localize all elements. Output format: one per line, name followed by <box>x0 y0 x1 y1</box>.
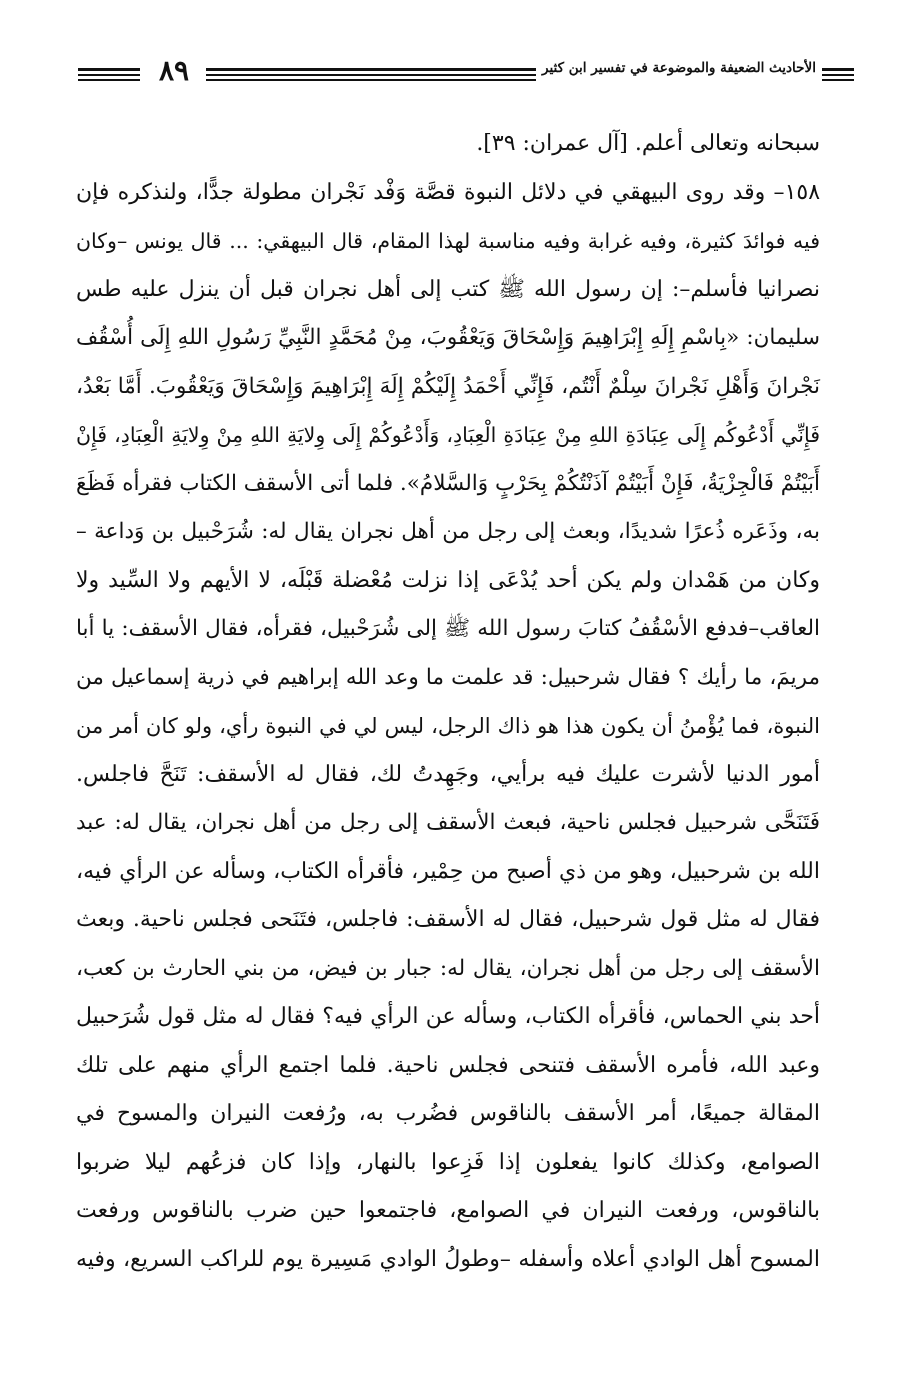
text-line: النبوة، فما يُؤْمنُ أن يكون هذا هو ذاك الرجل، ليس لي في النبوة رأي، ولو كان أمر من <box>76 714 820 738</box>
text-line: العاقب–فدفع الأسْقُفُ كتابَ رسول الله ﷺ إلى شُرَحْبيل، فقرأه، فقال الأسقف: يا أبا <box>76 616 820 641</box>
text-line: أحد بني الحماس، فأقرأه الكتاب، وسأله عن الرأي فيه؟ فقال له مثل قول شُرَحبيل <box>76 1004 820 1029</box>
text-line: فقال له مثل قول شرحبيل، فقال له الأسقف: فاجلس، فتَنَحى فجلس ناحية. وبعث <box>76 907 820 932</box>
text-line: المسوح أهل الوادي أعلاه وأسفله –وطولُ الوادي مَسِيرة يوم للراكب السريع، وفيه <box>76 1246 820 1272</box>
header-rule-right <box>822 68 854 84</box>
text-line: فيه فوائدَ كثيرة، وفيه غرابة وفيه مناسبة لهذا المقام، قال البيهقي: ... قال يونس –وكان <box>76 229 820 253</box>
text-line: نَجْرانَ وَأَهْلِ نَجْرانَ سِلْمٌ أَنْتُم، فَإِنِّي أَحْمَدُ إِلَيْكُمْ إِلَهَ إِبْرَاهِيمَ وَإِسْحَاقَ وَيَعْقُوبَ. أَمَّا بَعْدُ، <box>76 373 820 399</box>
text-line: به، وذَعَره ذُعرًا شديدًا، وبعث إلى رجل من أهل نجران يقال له: شُرَحْبيل بن وَداعة – <box>76 519 820 544</box>
text-line: فَتَنَحَّى شرحبيل فجلس ناحية، فبعث الأسقف إلى رجل من أهل نجران، يقال له: عبد <box>76 810 820 835</box>
page-header <box>78 54 854 92</box>
text-line: الله بن شرحبيل، وهو من ذي أصبح من حِمْير، فأقرأه الكتاب، وسأله عن الرأي فيه، <box>76 858 820 884</box>
text-line: ١٥٨– وقد روى البيهقي في دلائل النبوة قصَّة وَفْد نَجْران مطولة جدًّا، ولنذكره فإن <box>76 179 821 205</box>
text-line: أمور الدنيا لأشرت عليك فيه برأيي، وجَهِدتُ لك، فقال له الأسقف: تَنَحَّ فاجلس. <box>76 761 820 787</box>
header-rule-middle <box>206 68 536 84</box>
text-line: أَبَيْتُمْ فَالْجِزْيَةُ، فَإِنْ أَبَيْتُمْ آذَنْتُكُمْ بِحَرْبٍ وَالسَّلامُ». فلما أتى الأسقف الكتاب فقرأه فَظَعَ <box>76 470 820 496</box>
text-line: فَإِنِّي أَدْعُوكُم إِلَى عِبَادَةِ اللهِ مِنْ عِبَادَةِ الْعِبَادِ، وَأَدْعُوكُمْ إِلَى وِلايَةِ اللهِ مِنْ وِلايَةِ الْعِبَادِ، فَإِنْ <box>76 423 820 447</box>
text-line: سليمان: «بِاسْمِ إِلَهِ إِبْرَاهِيمَ وَإِسْحَاقَ وَيَعْقُوبَ، مِنْ مُحَمَّدٍ النَّبِيِّ رَسُولِ اللهِ إِلَى أُسْقُف <box>76 325 820 350</box>
text-line: نصرانيا فأسلم–: إن رسول الله ﷺ كتب إلى أهل نجران قبل أن ينزل عليه طس <box>76 276 820 302</box>
text-line: الأسقف إلى رجل من أهل نجران، يقال له: جبار بن فيض، من بني الحارث بن كعب، <box>76 955 820 981</box>
text-line: سبحانه وتعالى أعلم. [آل عمران: ٣٩]. <box>476 131 820 156</box>
body-text <box>76 120 820 1284</box>
text-line: الصوامع، وكذلك كانوا يفعلون إذا فَزِعوا بالنهار، وإذا كان فزعُهم ليلا ضربوا <box>76 1149 820 1175</box>
text-line: المقالة جميعًا، أمر الأسقف بالناقوس فضُرب به، ورُفعت النيران والمسوح في <box>76 1101 820 1126</box>
running-title: الأحاديث الضعيفة والموضوعة في تفسير ابن كثير <box>542 60 816 76</box>
page-number: ٨٩ <box>158 54 190 87</box>
text-line: وكان من هَمْدان ولم يكن أحد يُدْعَى إذا نزلت مُعْضلة قَبْلَه، لا الأيهم ولا السِّيد ولا <box>76 567 820 593</box>
text-line: بالناقوس، ورفعت النيران في الصوامع، فاجتمعوا حين ضرب بالناقوس ورفعت <box>76 1198 820 1223</box>
header-rule-left <box>78 68 140 84</box>
text-line: وعبد الله، فأمره الأسقف فتنحى فجلس ناحية. فلما اجتمع الرأي منهم على تلك <box>76 1052 820 1078</box>
text-line: مريمَ، ما رأيك ؟ فقال شرحبيل: قد علمت ما وعد الله إبراهيم في ذرية إسماعيل من <box>76 664 820 690</box>
